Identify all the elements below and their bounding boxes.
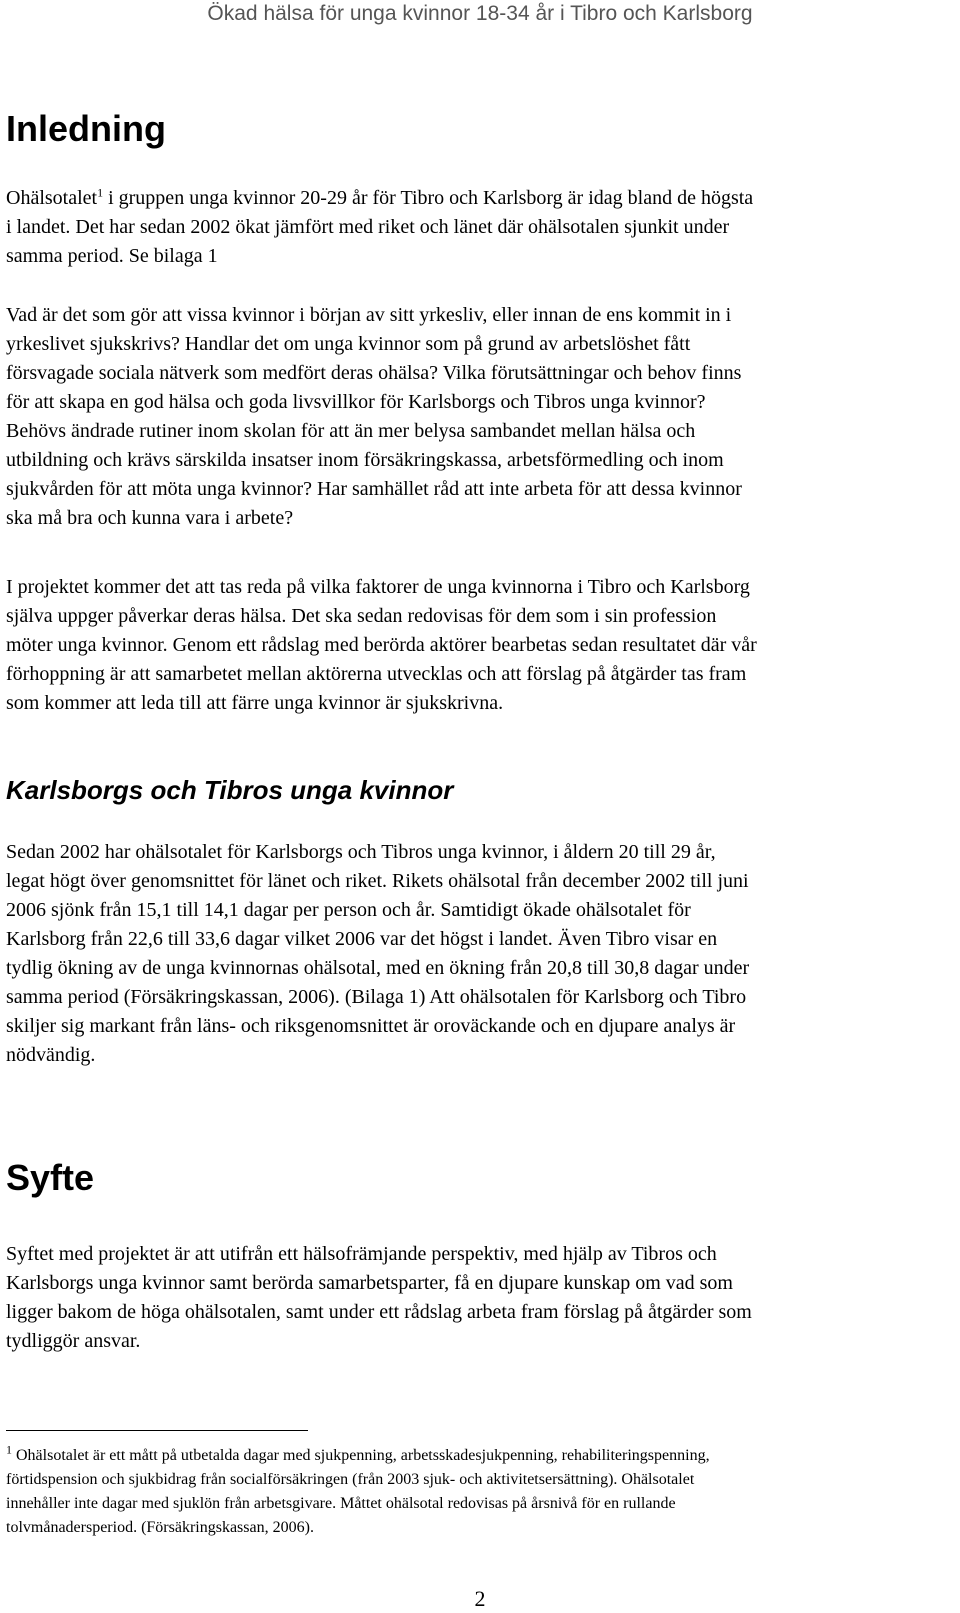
text-line: samma period (Försäkringskassan, 2006). (Bilaga 1) Att ohälsotalen för Karlsborg och Tibro xyxy=(6,986,747,1008)
text-line: själva uppger påverkar deras hälsa. Det ska sedan redovisas för dem som i sin profession xyxy=(6,605,717,627)
footnote-line xyxy=(6,1444,936,1468)
text-fragment: i gruppen unga kvinnor 20-29 år för Tibro och Karlsborg är idag bland de högsta xyxy=(103,187,754,209)
text-line: Behövs ändrade rutiner inom skolan för att än mer belysa sambandet mellan hälsa och xyxy=(6,420,696,442)
text-line: tydlig ökning av de unga kvinnornas ohälsotal, med en ökning från 20,8 till 30,8 dagar under xyxy=(6,957,750,979)
text-line: ska må bra och kunna vara i arbete? xyxy=(6,507,294,529)
paragraph-inledning-2 xyxy=(6,301,936,533)
text-line: som kommer att leda till att färre unga kvinnor är sjukskrivna. xyxy=(6,692,504,714)
text-line: legat högt över genomsnittet för länet och riket. Rikets ohälsotal från december 2002 till juni xyxy=(6,870,749,892)
text-line: sjukvården för att möta unga kvinnor? Har samhället råd att inte arbeta för att dessa kvinnor xyxy=(6,478,742,500)
footnote-marker: 1 xyxy=(6,1442,12,1457)
footnote xyxy=(6,1444,936,1540)
text-line: Karlsborg från 22,6 till 33,6 dagar vilket 2006 var det högst i landet. Även Tibro visar en xyxy=(6,928,718,950)
text-line: Syftet med projektet är att utifrån ett hälsofrämjande perspektiv, med hjälp av Tibros och xyxy=(6,1243,717,1265)
text-line: tydliggör ansvar. xyxy=(6,1330,141,1352)
text-line: förhoppning är att samarbetet mellan aktörerna utvecklas och att förslag på åtgärder tas fram xyxy=(6,663,747,685)
running-header: Ökad hälsa för unga kvinnor 18-34 år i Tibro och Karlsborg xyxy=(207,2,753,25)
text-line: för att skapa en god hälsa och goda livsvillkor för Karlsborgs och Tibros unga kvinnor? xyxy=(6,391,706,413)
text-line: utbildning och krävs särskilda insatser inom försäkringskassa, arbetsförmedling och inom xyxy=(6,449,724,471)
text-line: Karlsborgs unga kvinnor samt berörda samarbetsparter, få en djupare kunskap om vad som xyxy=(6,1272,733,1294)
text-line: Vad är det som gör att vissa kvinnor i början av sitt yrkesliv, eller innan de ens kommit in i xyxy=(6,304,732,326)
text-line: 2006 sjönk från 15,1 till 14,1 dagar per person och år. Samtidigt ökade ohälsotalet för xyxy=(6,899,691,921)
footnote-line: förtidspension och sjukbidrag från socialförsäkringen (från 2003 sjuk- och aktivitetsersättning). Ohälsotalet xyxy=(6,1471,695,1488)
text-line: nödvändig. xyxy=(6,1044,96,1066)
text-line: i landet. Det har sedan 2002 ökat jämfört med riket och länet där ohälsotalen sjunkit under xyxy=(6,216,730,238)
paragraph-karlsborg-1 xyxy=(6,838,936,1070)
text-line: Sedan 2002 har ohälsotalet för Karlsborgs och Tibros unga kvinnor, i åldern 20 till 29 år, xyxy=(6,841,716,863)
heading-syfte: Syfte xyxy=(6,1157,95,1198)
page-number: 2 xyxy=(474,1586,486,1611)
text-line: försvagade sociala nätverk som medfört deras ohälsa? Vilka förutsättningar och behov finns xyxy=(6,362,742,384)
footnote-line: innehåller inte dagar med sjuklön från arbetsgivare. Måttet ohälsotal redovisas på årsnivå för en rullande xyxy=(6,1495,676,1512)
text-line: samma period. Se bilaga 1 xyxy=(6,245,218,267)
paragraph-inledning-3 xyxy=(6,573,936,718)
heading-inledning: Inledning xyxy=(6,108,166,149)
text-line: ligger bakom de höga ohälsotalen, samt under ett rådslag arbeta fram förslag på åtgärder som xyxy=(6,1301,752,1323)
text-fragment: Ohälsotalet xyxy=(6,187,98,209)
text-fragment: Ohälsotalet är ett mått på utbetalda dagar med sjukpenning, arbetsskadesjukpenning, rehabiliteringspenning, xyxy=(12,1447,710,1464)
text-line: möter unga kvinnor. Genom ett rådslag med berörda aktörer bearbetas sedan resultatet där vår xyxy=(6,634,757,656)
footnote-separator xyxy=(6,1430,308,1431)
text-line xyxy=(6,184,936,213)
heading-karlsborg-tibro: Karlsborgs och Tibros unga kvinnor xyxy=(6,775,454,805)
footnote-reference: 1 xyxy=(97,185,104,200)
text-line: yrkeslivet sjukskrivs? Handlar det om unga kvinnor som på grund av arbetslöshet fått xyxy=(6,333,691,355)
footnote-line: tolvmånadersperiod. (Försäkringskassan, 2006). xyxy=(6,1519,314,1536)
text-line: I projektet kommer det att tas reda på vilka faktorer de unga kvinnorna i Tibro och Karlsborg xyxy=(6,576,750,598)
paragraph-syfte-1 xyxy=(6,1240,936,1356)
text-line: skiljer sig markant från läns- och riksgenomsnittet är oroväckande och en djupare analys är xyxy=(6,1015,736,1037)
paragraph-inledning-1 xyxy=(6,184,936,271)
